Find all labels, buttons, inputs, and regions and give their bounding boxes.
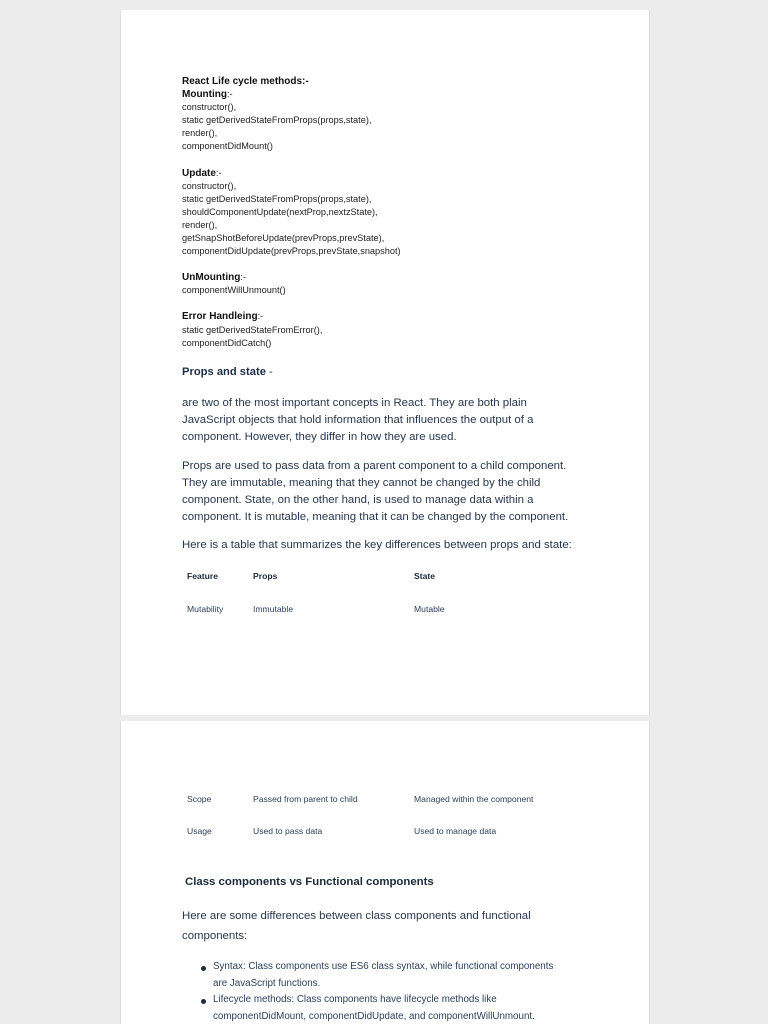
update-line: render(), — [182, 219, 218, 230]
update-heading-row — [182, 167, 401, 180]
paragraph-line: component. However, they differ in how they are used. — [182, 431, 457, 443]
class-vs-functional-title: Class components vs Functional components — [185, 876, 434, 888]
paragraph-line: are two of the most important concepts in React. They are both plain — [182, 397, 527, 409]
table-cell: Scope — [187, 794, 212, 804]
props-state-paragraph-1 — [182, 395, 533, 446]
error-line: static getDerivedStateFromError(), — [182, 324, 323, 335]
update-suffix: :- — [215, 167, 222, 178]
table-cell: Mutability — [187, 604, 224, 614]
table-cell: Managed within the component — [414, 794, 534, 804]
table-cell: Immutable — [253, 604, 294, 614]
mounting-line: static getDerivedStateFromProps(props,state), — [182, 115, 372, 126]
error-suffix: :- — [257, 311, 264, 322]
table-header-state: State — [414, 571, 436, 581]
lifecycle-title: React Life cycle methods:- — [182, 76, 309, 87]
list-item-line: are JavaScript functions. — [213, 977, 321, 989]
bullet-icon — [201, 966, 206, 971]
error-heading: Error Handleing — [182, 311, 258, 323]
paragraph-line: They are immutable, meaning that they cannot be changed by the child — [182, 477, 541, 489]
list-item-line: Syntax: Class components use ES6 class syntax, while functional components — [213, 961, 554, 972]
paragraph-line: JavaScript objects that hold information that influences the output of a — [182, 414, 534, 426]
table-header-feature: Feature — [187, 571, 219, 581]
error-heading-row — [182, 310, 401, 323]
unmounting-heading-row — [182, 271, 401, 284]
paragraph-line: Here are some differences between class components and functional — [182, 910, 531, 922]
table-cell: Passed from parent to child — [253, 794, 358, 804]
mounting-heading-row — [182, 88, 401, 101]
unmounting-suffix: :- — [240, 272, 246, 283]
mounting-line: render(), — [182, 128, 218, 139]
document-page-2 — [120, 721, 650, 1024]
paragraph-line: component. State, on the other hand, is used to manage data within a — [182, 494, 534, 506]
update-line: getSnapShotBeforeUpdate(prevProps,prevState), — [182, 233, 385, 244]
mounting-suffix: :- — [226, 89, 233, 100]
paragraph-line: Here is a table that summarizes the key differences between props and state: — [182, 539, 572, 551]
paragraph-line: component. It is mutable, meaning that it can be changed by the component. — [182, 511, 569, 523]
unmounting-line: componentWillUnmount() — [182, 285, 286, 296]
table-cell: Mutable — [414, 604, 445, 614]
list-item-line: Lifecycle methods: Class components have lifecycle methods like — [213, 994, 497, 1005]
update-line: static getDerivedStateFromProps(props,state), — [182, 193, 372, 204]
lifecycle-section — [182, 75, 401, 350]
props-state-title-row — [182, 366, 273, 378]
table-cell: Usage — [187, 826, 212, 836]
class-vs-functional-intro — [182, 907, 531, 946]
table-cell: Used to pass data — [253, 826, 323, 836]
update-line: constructor(), — [182, 180, 237, 191]
mounting-line: componentDidMount() — [182, 141, 273, 152]
document-page-1 — [120, 10, 650, 715]
table-header-props: Props — [253, 571, 278, 581]
update-line: componentDidUpdate(prevProps,prevState,snapshot) — [182, 246, 401, 257]
paragraph-line: components: — [182, 929, 248, 942]
list-item-line: componentDidMount, componentDidUpdate, and componentWillUnmount. — [213, 1010, 535, 1022]
update-heading: Update — [182, 167, 216, 179]
props-state-title: Props and state — [182, 366, 266, 378]
bullet-icon — [201, 999, 206, 1004]
list-item — [213, 959, 553, 992]
list-item — [213, 992, 535, 1024]
paragraph-line: Props are used to pass data from a parent component to a child component. — [182, 460, 567, 472]
update-line: shouldComponentUpdate(nextProp,nextzState), — [182, 206, 378, 217]
unmounting-heading: UnMounting — [182, 272, 241, 284]
mounting-line: constructor(), — [182, 102, 237, 113]
error-line: componentDidCatch() — [182, 337, 272, 348]
table-intro — [182, 537, 572, 554]
props-state-title-suffix: - — [265, 366, 273, 378]
table-cell: Used to manage data — [414, 826, 497, 836]
props-state-paragraph-2 — [182, 458, 568, 526]
mounting-heading: Mounting — [182, 89, 227, 101]
